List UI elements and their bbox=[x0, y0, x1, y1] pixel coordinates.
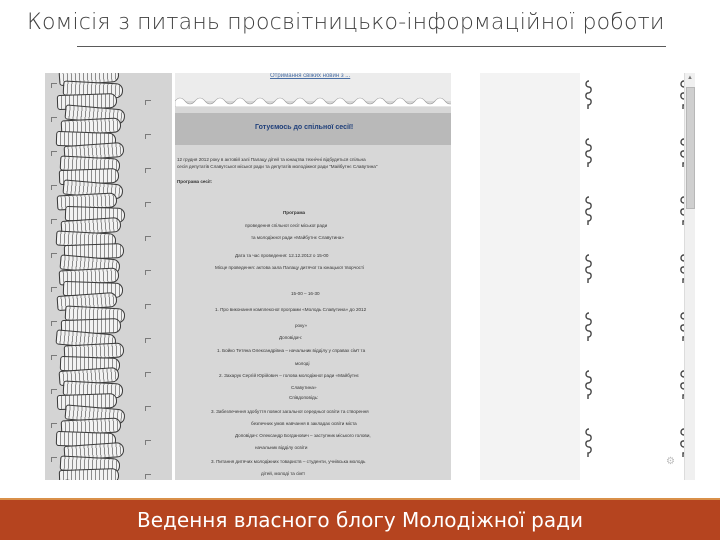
post-body-line: 3. Забезпечення здобуття повної загальної середньої освіти та створення bbox=[211, 409, 369, 414]
post-body-line: Програма сесії: bbox=[177, 179, 213, 184]
clip-icon bbox=[584, 311, 592, 343]
post-body-line: Програма bbox=[283, 210, 306, 215]
post-body-line: 2. Захарук Сергій Юрійович – голова молодіжної ради «Майбутнє bbox=[219, 373, 359, 378]
post-body-line: проведення спільної сесії міської ради bbox=[245, 223, 328, 228]
books-decoration-strip bbox=[45, 73, 172, 480]
page-edge-mark bbox=[51, 423, 57, 428]
clip-decoration-strip bbox=[580, 73, 684, 480]
clip-icon bbox=[584, 253, 592, 285]
post-body-line: року» bbox=[295, 323, 308, 328]
page-edge-mark bbox=[145, 100, 151, 105]
clip-icon bbox=[584, 369, 592, 401]
page-edge-mark bbox=[145, 134, 151, 139]
clip-icon bbox=[584, 79, 592, 111]
paper-edge-decoration bbox=[175, 93, 451, 107]
post-body-line: та молодіжної ради «Майбутнє Славутина» bbox=[251, 235, 344, 240]
post-body-line: 3. Питання дитячих молодіжних товариств – студенти, учнівська молодь bbox=[211, 459, 366, 464]
post-body-line: 15-00 – 16-30 bbox=[291, 291, 320, 296]
post-body-line: Дата та час проведення: 12.12.2012 о 15-00 bbox=[235, 253, 329, 258]
post-body-line: Доповідач: Олександр Богданович – заступник міського голови, bbox=[235, 433, 371, 438]
page-edge-mark bbox=[51, 287, 57, 292]
post-body-line: безпечних умов навчання в закладах освіти міста bbox=[251, 421, 357, 426]
post-body-line: Співдоповідь: bbox=[289, 395, 319, 400]
footer-accent-line bbox=[0, 498, 720, 500]
page-edge-mark bbox=[51, 185, 57, 190]
scroll-up-icon[interactable]: ▲ bbox=[687, 75, 693, 81]
page-edge-mark bbox=[145, 202, 151, 207]
page-edge-mark bbox=[51, 117, 57, 122]
post-body-line: 1. Бойко Тетяна Олександрівна – начальник відділу у справах сім'ї та bbox=[217, 348, 366, 353]
title-underline bbox=[77, 46, 666, 47]
page-edge-mark bbox=[51, 321, 57, 326]
post-body-line: 12 грудня 2012 року в актовій залі Палацу дітей та юнацтва технічні відбудеться спільна bbox=[177, 157, 366, 162]
book-shape bbox=[59, 468, 119, 480]
clip-icon bbox=[584, 427, 592, 459]
post-body-line: Доповідач: bbox=[279, 335, 303, 340]
page-edge-mark bbox=[51, 83, 57, 88]
page-edge-mark bbox=[51, 457, 57, 462]
page-edge-mark bbox=[145, 168, 151, 173]
page-edge-mark bbox=[145, 406, 151, 411]
blog-sidebar-blank bbox=[480, 73, 580, 480]
page-edge-mark bbox=[145, 474, 151, 479]
book-stack-image bbox=[59, 73, 123, 480]
post-body-line: Місце проведення: актова зала Палацу дитячої та юнацької творчості bbox=[215, 265, 365, 270]
footer-caption: Ведення власного блогу Молодіжної ради bbox=[137, 508, 583, 532]
post-title[interactable]: Готуємось до спільної сесії! bbox=[255, 124, 354, 131]
page-edge-mark bbox=[51, 389, 57, 394]
page-edge-mark bbox=[145, 236, 151, 241]
blog-top-link[interactable]: Отримання свіжих новин з ... bbox=[270, 73, 351, 79]
page-edge-mark bbox=[51, 151, 57, 156]
post-body-line: 1. Про виконання комплексної програми «Молодь Славутина» до 2012 bbox=[215, 307, 367, 312]
clip-icon bbox=[584, 137, 592, 169]
settings-icon: ⚙ bbox=[666, 456, 675, 467]
post-body-line: Славутина» bbox=[291, 385, 317, 390]
post-body-line: дітей, молоді та сім'ї bbox=[261, 471, 305, 476]
page-edge-mark bbox=[51, 219, 57, 224]
post-body-line: сесія депутатів Славутської міської ради та депутатів молодіжної ради "Майбутнє Славутина" bbox=[177, 164, 378, 169]
page-edge-mark bbox=[145, 304, 151, 309]
page-edge-mark bbox=[145, 338, 151, 343]
scrollbar[interactable] bbox=[684, 73, 695, 480]
scroll-thumb[interactable] bbox=[686, 87, 695, 209]
page-edge-mark bbox=[145, 440, 151, 445]
blog-screenshot bbox=[175, 73, 451, 480]
page-edge-mark bbox=[145, 270, 151, 275]
post-body-line: начальник відділу освіти bbox=[255, 445, 308, 450]
page-edge-mark bbox=[51, 355, 57, 360]
page-edge-mark bbox=[145, 372, 151, 377]
post-body-line: молоді bbox=[295, 361, 310, 366]
page-edge-mark bbox=[51, 253, 57, 258]
clip-icon bbox=[584, 195, 592, 227]
slide-title: Комісія з питань просвітницько-інформаційної роботи bbox=[27, 10, 665, 35]
